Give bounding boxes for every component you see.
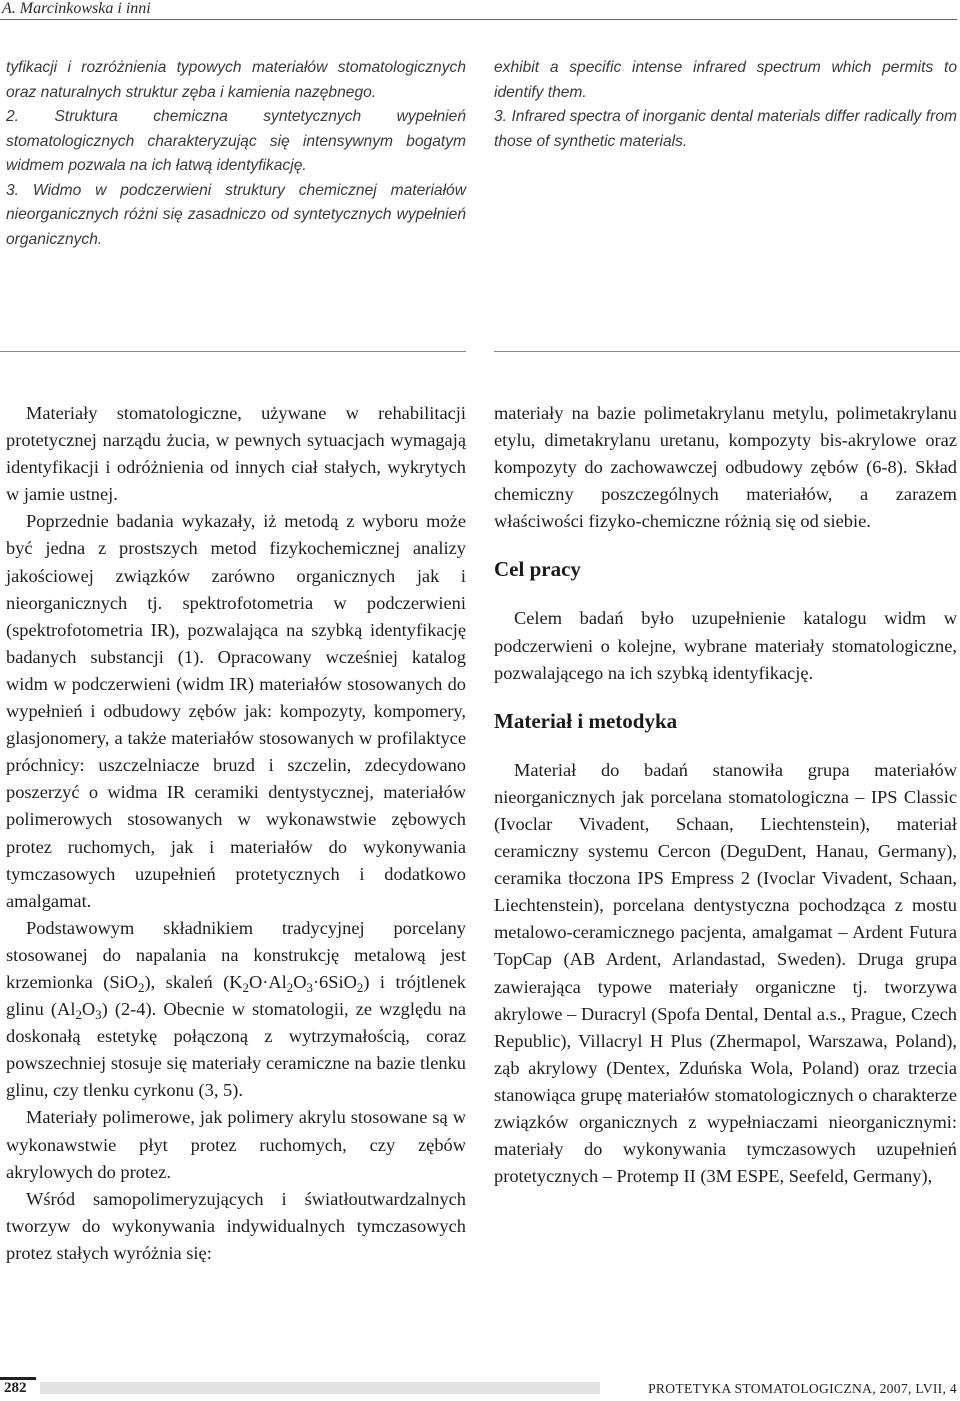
subscript: 3 xyxy=(306,980,313,995)
text-fragment: O·Al xyxy=(248,971,287,992)
subscript: 2 xyxy=(75,1008,82,1023)
subscript: 2 xyxy=(242,980,249,995)
separator-right xyxy=(494,351,960,352)
paragraph-intro: Materiały stomatologiczne, używane w rehabilitacji protetycznej narządu żucia, w pewnych sytuacjach wymagają identyfikacji i odróżnienia od innych ciał stałych, wykrytych w jamie ustnej. xyxy=(6,403,466,505)
text-fragment: ·6SiO xyxy=(312,971,357,992)
separator-left xyxy=(0,351,466,352)
subscript: 2 xyxy=(138,980,145,995)
header-rule xyxy=(0,19,957,20)
summary-polish-line-2: 2. Struktura chemiczna syntetycznych wypełnień stomatologicznych charakteryzując się intensywnym bogatym widmem pozwala na ich łatwą identyfikację. xyxy=(6,108,466,174)
text-fragment: O xyxy=(81,999,96,1020)
text-fragment: O xyxy=(293,971,307,992)
heading-methods: Materiał i metodyka xyxy=(494,708,678,733)
running-head: A. Marcinkowska i inni xyxy=(2,0,151,17)
text-fragment: ) (2-4). Obecnie w stomatologii, ze względu na doskonałą estetykę połączoną z wytrzymałością, coraz powszechniej stosuje się materiały ceramiczne na bazie tlenku glinu, czy tlenku cyrkonu (3, 5). xyxy=(6,999,466,1101)
text-fragment: ) i trójtlenek glinu (Al xyxy=(6,971,466,1020)
text-fragment: ), skaleń (K xyxy=(144,971,243,992)
journal-name: PROTETYKA STOMATOLOGICZNA, 2007, LVII, 4 xyxy=(648,1381,957,1396)
paragraph-aim: Celem badań było uzupełnienie katalogu widm w podczerwieni o kolejne, wybrane materiały stomatologiczne, pozwalającego na ich szybką identyfikację. xyxy=(494,608,957,683)
paragraph-polymers: Materiały polimerowe, jak polimery akrylu stosowane są w wykonawstwie płyt protez ruchomych, czy zębów akrylowych do protez. xyxy=(6,1107,466,1182)
summary-polish-line-3: 3. Widmo w podczerwieni struktury chemicznej materiałów nieorganicznych różni się zasadniczo od syntetycznych wypełnień organicznych. xyxy=(6,181,466,248)
summary-english xyxy=(494,56,957,154)
paragraph-materials-continued: materiały na bazie polimetakrylanu metylu, polimetakrylanu etylu, dimetakrylanu uretanu, kompozyty bis-akrylowe oraz kompozyty do zachowawczej odbudowy zębów (6-8). Skład chemiczny poszczególnych materiałów, a zarazem właściwości fizyko-chemiczne różnią się od siebie. xyxy=(494,403,957,532)
text-fragment: Podstawowym składnikiem tradycyjnej porcelany stosowanej do napalania na konstrukcję metalową jest krzemionka (SiO xyxy=(6,917,466,992)
paragraph-porcelain xyxy=(6,915,466,1105)
paragraph-methods: Materiał do badań stanowiła grupa materiałów nieorganicznych jak porcelana stomatologiczna – IPS Classic (Ivoclar Vivadent, Schaan, Liechtenstein), materiał ceramiczny systemu Cercon (DeguDent, Hanau, Germany), ceramika tłoczona IPS Empress 2 (Ivoclar Vivadent, Schaan, Liechtenstein), porcelana dentystyczna pochodząca z mostu metalowo-ceramicznego pacjenta, amalgamat – Ardent Futura TopCap (AB Ardent, Arlandastad, Sweden). Druga grupa zawierająca typowe materiały organiczne tj. tworzywa akrylowe – Duracryl (Spofa Dental, Dental a.s., Prague, Czech Republic), Villacryl H Plus (Zhermapol, Warszawa, Poland), ząb akrylowy (Dentex, Zduńska Wola, Poland) oraz trzecia stanowiąca grupę materiałów stomatologicznych o charakterze związków organicznych z wypełniaczami nieorganicznymi: materiały do wykonywania tymczasowych uzupełnień protetycznych – Protemp II (3M ESPE, Seefeld, Germany), xyxy=(494,759,957,1187)
subscript: 2 xyxy=(356,980,364,995)
body-left-column xyxy=(6,400,466,1267)
summary-polish-line-1: tyfikacji i rozróżnienia typowych materiałów stomatologicznych oraz naturalnych struktur zęba i kamienia nazębnego. xyxy=(6,59,466,101)
summary-english-line-2: 3. Infrared spectra of inorganic dental materials differ radically from those of synthetic materials. xyxy=(494,108,957,150)
body-right-column xyxy=(494,400,957,1190)
page-number: 282 xyxy=(4,1380,27,1396)
subscript: 3 xyxy=(95,1008,102,1023)
subscript: 2 xyxy=(286,980,294,995)
heading-aim: Cel pracy xyxy=(494,557,581,582)
paragraph-previous-research: Poprzednie badania wykazały, iż metodą z wyboru może być jedna z prostszych metod fizykochemicznej analizy jakościowej związków zarówno organicznych jak i nieorganicznych tj. spektrofotometria w podczerwieni (spektrofotometria IR), pozwalająca na szybką identyfikację badanych substancji (1). Opracowany wcześniej katalog widm w podczerwieni (widm IR) materiałów stosowanych do wypełnień i odbudowy zębów jak: kompozyty, kompomery, glasjonomery, a także materiałów stosowanych w profilaktyce próchnicy: uszczelniacze bruzd i szczelin, zdecydowano poszerzyć o widma IR ceramiki dentystycznej, materiałów polimerowych stosowanych w wykonawstwie zębowych protez ruchomych, jak i materiałów do wykonywania tymczasowych uzupełnień protetycznych i dodatkowo amalgamat. xyxy=(6,511,466,911)
summary-polish xyxy=(6,56,466,252)
summary-english-line-1: exhibit a specific intense infrared spectrum which permits to identify them. xyxy=(494,59,957,101)
paragraph-temporary: Wśród samopolimeryzujących i światłoutwardzalnych tworzyw do wykonywania indywidualnych tymczasowych protez stałych wyróżnia się: xyxy=(6,1188,466,1263)
footer-bar xyxy=(40,1382,600,1394)
